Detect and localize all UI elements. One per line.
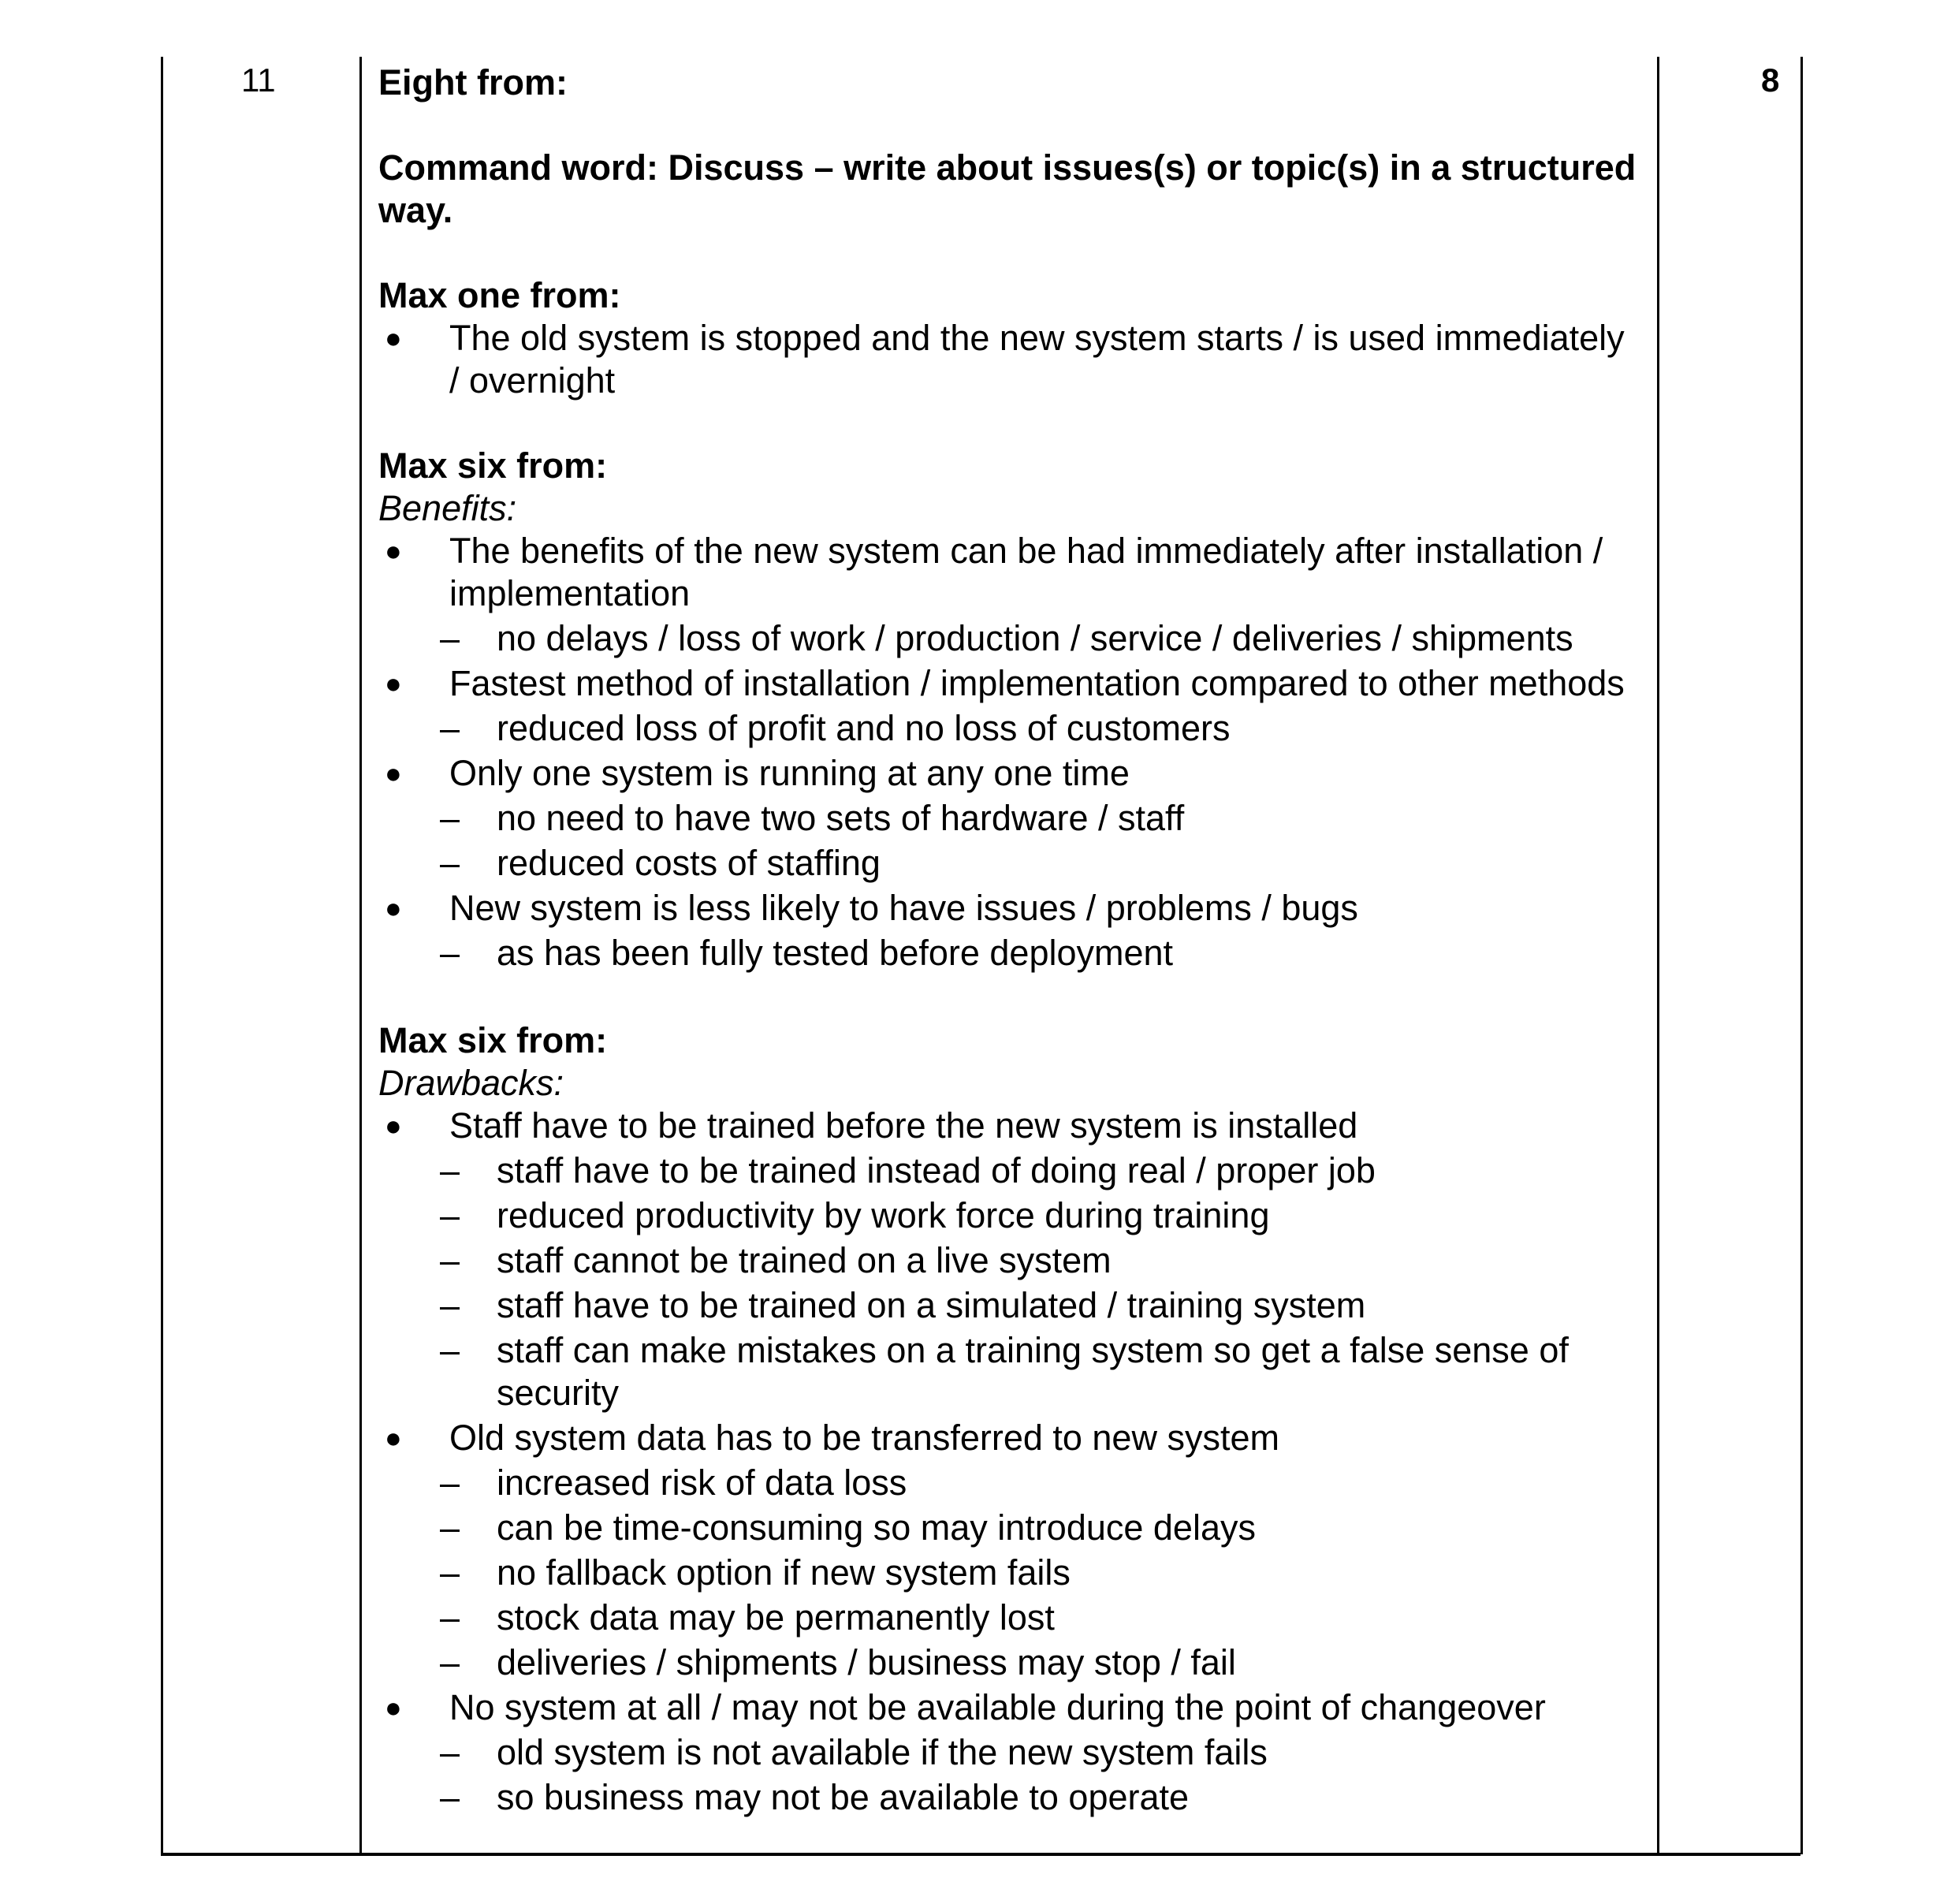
sub-item-text: staff cannot be trained on a live system [497, 1240, 1112, 1280]
sub-item-text: staff can make mistakes on a training system so get a false sense of security [497, 1330, 1569, 1413]
sub-item [378, 1597, 1640, 1639]
drawbacks-list [378, 1105, 1640, 1819]
sub-item-text: can be time-consuming so may introduce delays [497, 1507, 1256, 1548]
table-border-left [161, 57, 163, 1854]
sub-item-text: reduced costs of staffing [497, 843, 881, 883]
benefits-heading: Max six from: [378, 445, 608, 486]
bullet-text: The old system is stopped and the new system starts / is used immediately / overnight [449, 318, 1625, 401]
sub-item [378, 617, 1640, 660]
section1-heading: Max one from: [378, 275, 621, 315]
dash-icon: – [440, 1777, 460, 1817]
dash-icon: – [440, 1642, 460, 1682]
sub-item-text: increased risk of data loss [497, 1462, 907, 1503]
bullet-text: The benefits of the new system can be had immediately after installation / implementation [449, 531, 1603, 613]
bullet-text: Fastest method of installation / implementation compared to other methods [449, 663, 1625, 703]
sub-item-text: staff have to be trained on a simulated / training system [497, 1285, 1366, 1325]
sub-item [378, 1641, 1640, 1684]
command-word: Command word: Discuss – write about issues(s) or topic(s) in a structured way. [378, 147, 1637, 230]
intro-text: Eight from: [378, 62, 568, 102]
sub-item [378, 1284, 1640, 1327]
sub-item [378, 932, 1640, 974]
sub-item-text: no fallback option if new system fails [497, 1552, 1071, 1593]
sub-item [378, 707, 1640, 750]
mark-scheme-content [378, 61, 1640, 1821]
sub-item-text: as has been fully tested before deployment [497, 933, 1174, 973]
dash-icon: – [440, 798, 460, 838]
dash-icon: – [440, 1150, 460, 1190]
bullet-item [378, 1686, 1640, 1729]
dash-icon: – [440, 1330, 460, 1370]
bullet-icon: ● [385, 322, 402, 354]
bullet-item [378, 317, 1640, 402]
bullet-icon: ● [385, 757, 402, 789]
drawbacks-label: Drawbacks: [378, 1063, 564, 1103]
sub-item-text: no need to have two sets of hardware / staff [497, 798, 1185, 838]
sub-item [378, 1329, 1640, 1414]
dash-icon: – [440, 1462, 460, 1503]
bullet-item [378, 752, 1640, 795]
sub-item-text: deliveries / shipments / business may stop / fail [497, 1642, 1236, 1682]
sub-item [378, 1239, 1640, 1282]
drawbacks-heading: Max six from: [378, 1020, 608, 1060]
sub-item [378, 1194, 1640, 1237]
sub-item [378, 1776, 1640, 1819]
sub-item-text: old system is not available if the new system fails [497, 1732, 1268, 1772]
table-border-bottom [161, 1853, 1800, 1856]
dash-icon: – [440, 933, 460, 973]
dash-icon: – [440, 1195, 460, 1235]
sub-item [378, 1462, 1640, 1504]
sub-item-text: stock data may be permanently lost [497, 1597, 1055, 1638]
bullet-item [378, 662, 1640, 705]
dash-icon: – [440, 1552, 460, 1593]
bullet-icon: ● [385, 667, 402, 699]
marks-value: 8 [1761, 61, 1780, 99]
table-border-col2 [1657, 57, 1659, 1854]
dash-icon: – [440, 1732, 460, 1772]
dash-icon: – [440, 843, 460, 883]
dash-icon: – [440, 618, 460, 658]
bullet-text: Only one system is running at any one time [449, 753, 1130, 793]
sub-item-text: no delays / loss of work / production / service / deliveries / shipments [497, 618, 1573, 658]
bullet-icon: ● [385, 1421, 402, 1454]
bullet-icon: ● [385, 1109, 402, 1142]
bullet-item [378, 530, 1640, 615]
sub-item [378, 1507, 1640, 1549]
benefits-list [378, 530, 1640, 974]
sub-item-text: staff have to be trained instead of doing real / proper job [497, 1150, 1376, 1190]
table-border-right [1800, 57, 1803, 1854]
benefits-label: Benefits: [378, 488, 517, 528]
sub-item [378, 797, 1640, 840]
sub-item-text: reduced productivity by work force during training [497, 1195, 1270, 1235]
bullet-icon: ● [385, 535, 402, 567]
bullet-icon: ● [385, 892, 402, 924]
sub-item [378, 1149, 1640, 1192]
table-border-col1 [359, 57, 362, 1854]
bullet-icon: ● [385, 1691, 402, 1723]
dash-icon: – [440, 1597, 460, 1638]
bullet-item [378, 887, 1640, 930]
dash-icon: – [440, 708, 460, 748]
bullet-text: New system is less likely to have issues / problems / bugs [449, 888, 1358, 928]
bullet-text: Staff have to be trained before the new system is installed [449, 1105, 1358, 1146]
bullet-item [378, 1417, 1640, 1459]
question-number: 11 [241, 61, 276, 99]
dash-icon: – [440, 1240, 460, 1280]
sub-item [378, 1552, 1640, 1594]
bullet-text: No system at all / may not be available during the point of changeover [449, 1687, 1546, 1727]
sub-item [378, 1731, 1640, 1774]
dash-icon: – [440, 1285, 460, 1325]
bullet-item [378, 1105, 1640, 1147]
sub-item-text: reduced loss of profit and no loss of customers [497, 708, 1231, 748]
sub-item [378, 842, 1640, 885]
sub-item-text: so business may not be available to operate [497, 1777, 1190, 1817]
dash-icon: – [440, 1507, 460, 1548]
bullet-text: Old system data has to be transferred to new system [449, 1418, 1279, 1458]
